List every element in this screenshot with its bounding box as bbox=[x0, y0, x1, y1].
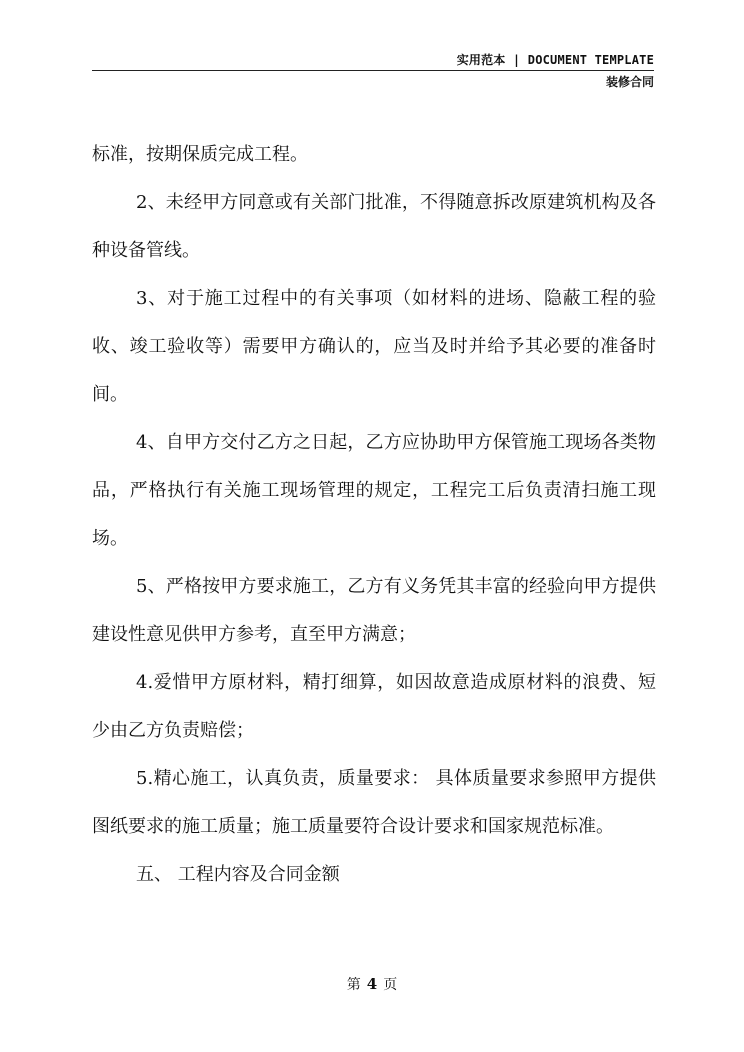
paragraph-item-5: 5、严格按甲方要求施工，乙方有义务凭其丰富的经验向甲方提供建设性意见供甲方参考，直至甲方满意； bbox=[92, 576, 656, 645]
page-number: 4 bbox=[366, 975, 378, 993]
footer-prefix: 第 bbox=[346, 977, 361, 993]
paragraph-item-5-dot: 5.精心施工，认真负责，质量要求： 具体质量要求参照甲方提供图纸要求的施工质量；施工质量要符合设计要求和国家规范标准。 bbox=[92, 768, 656, 837]
paragraph-item-2: 2、未经甲方同意或有关部门批准，不得随意拆改原建筑机构及各种设备管线。 bbox=[92, 192, 656, 261]
header-title: 实用范本 | DOCUMENT TEMPLATE bbox=[456, 53, 654, 67]
paragraph-item-4: 4、自甲方交付乙方之日起，乙方应协助甲方保管施工现场各类物品，严格执行有关施工现场管理的规定，工程完工后负责清扫施工现场。 bbox=[92, 432, 656, 549]
page-footer bbox=[0, 975, 744, 994]
paragraph-item-4-dot: 4.爱惜甲方原材料，精打细算，如因故意造成原材料的浪费、短少由乙方负责赔偿； bbox=[92, 672, 656, 741]
paragraph-item-3: 3、对于施工过程中的有关事项（如材料的进场、隐蔽工程的验收、竣工验收等）需要甲方确认的，应当及时并给予其必要的准备时间。 bbox=[92, 288, 656, 405]
header-divider bbox=[92, 70, 654, 71]
section-heading: 五、 工程内容及合同金额 bbox=[136, 864, 340, 885]
document-body bbox=[92, 131, 656, 899]
header-subtitle: 装修合同 bbox=[605, 75, 654, 89]
paragraph-continuation: 标准，按期保质完成工程。 bbox=[92, 144, 308, 165]
page-header bbox=[92, 52, 654, 90]
footer-suffix: 页 bbox=[383, 977, 398, 993]
